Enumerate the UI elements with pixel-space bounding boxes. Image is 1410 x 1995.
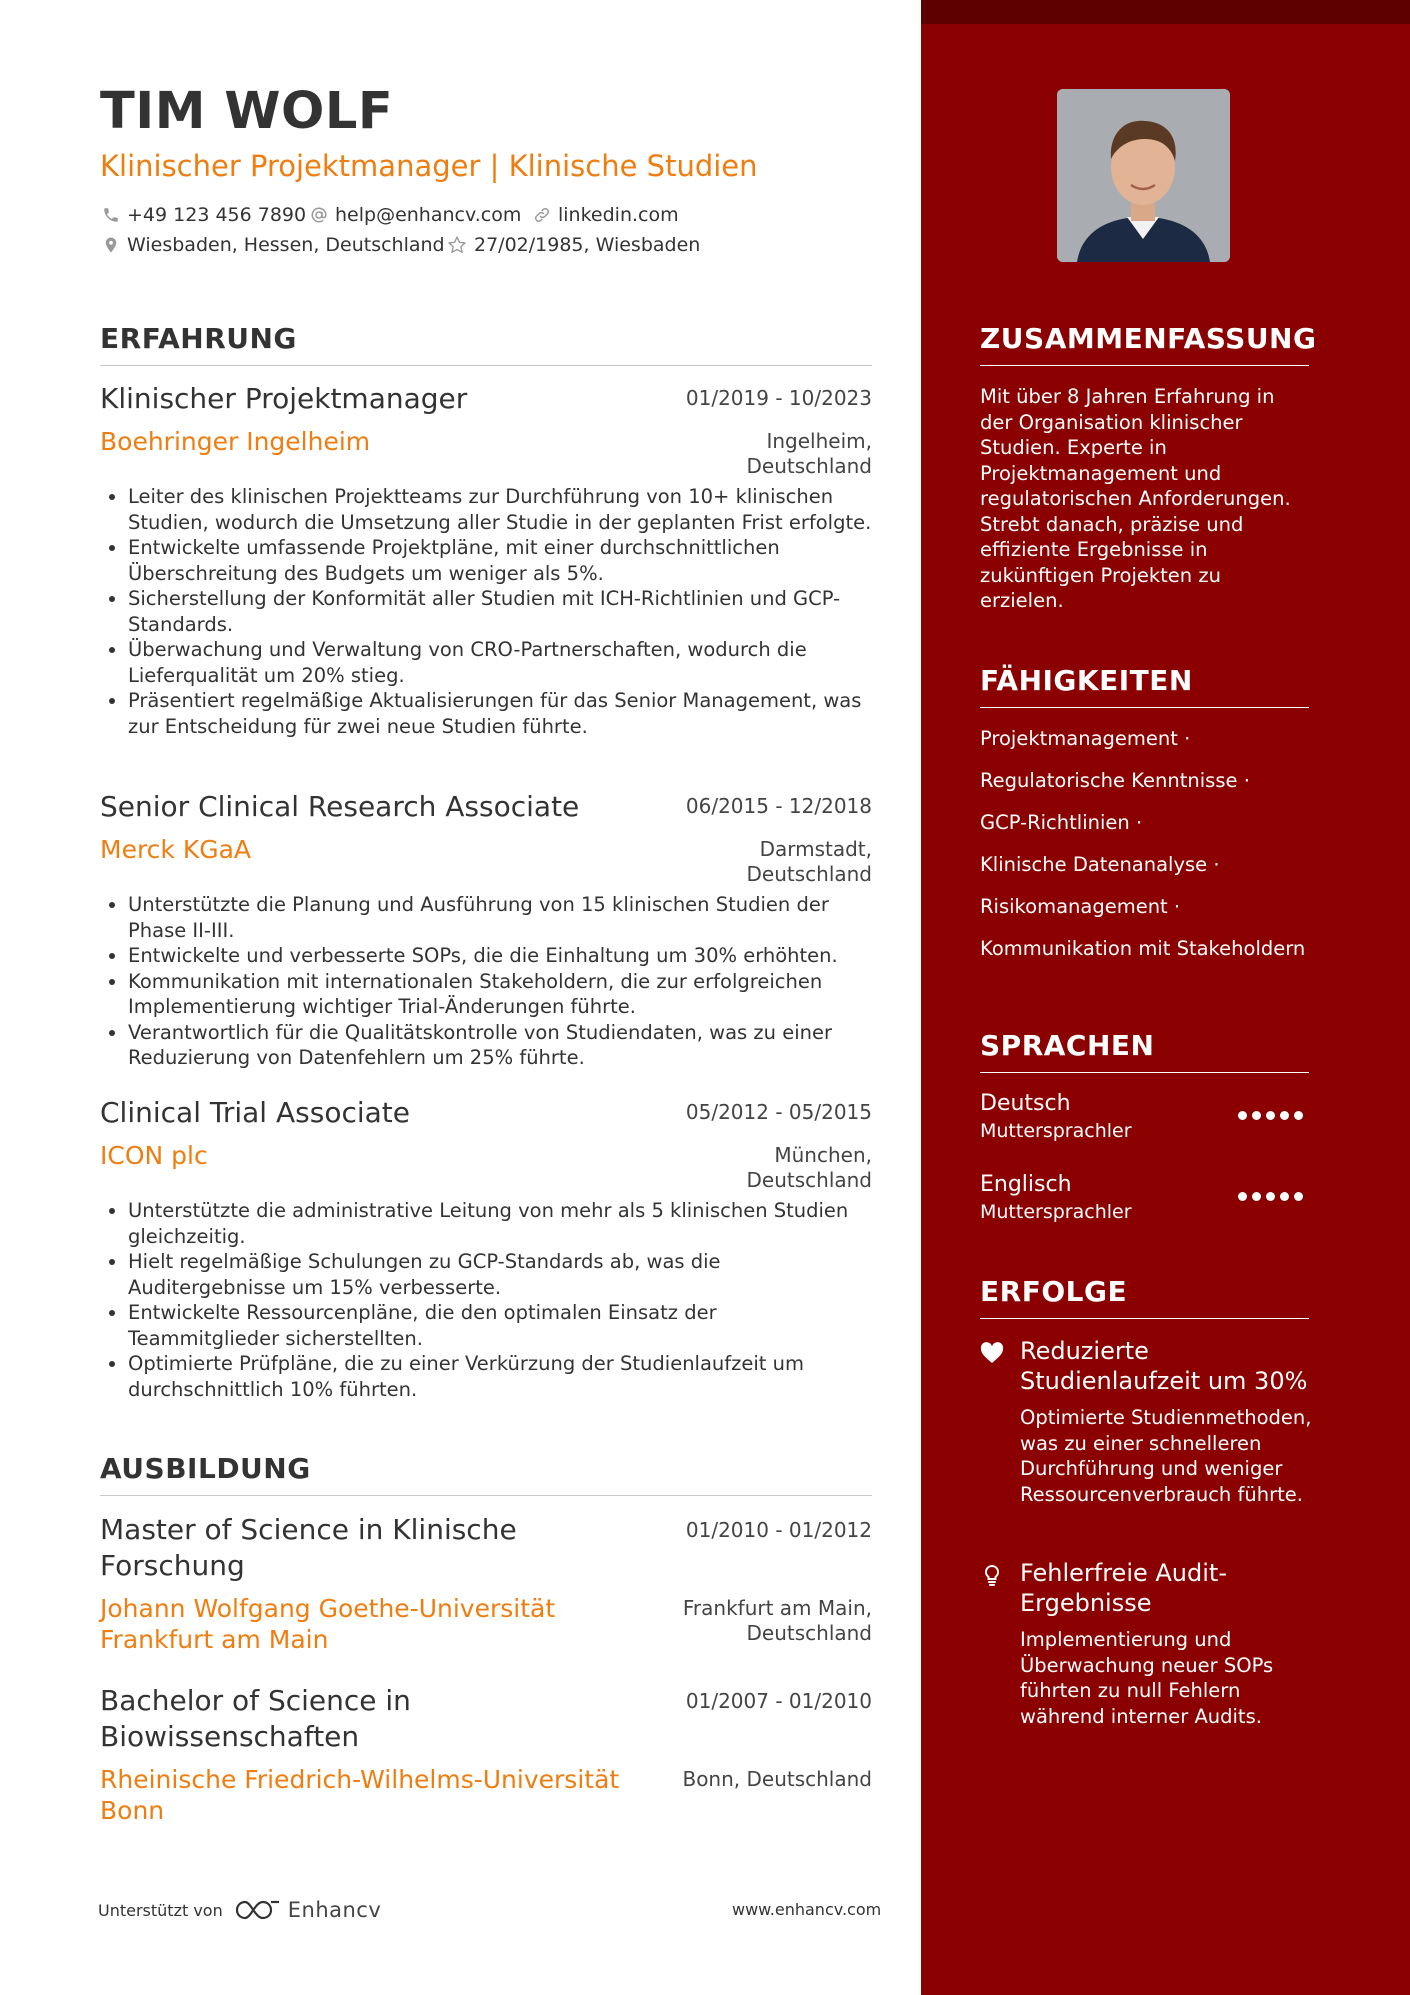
enhancv-logo-icon xyxy=(233,1896,283,1924)
job-bullet: • Präsentiert regelmäßige Aktualisierungen für das Senior Management, was zur Entscheidung für zwei neue Studien führte. xyxy=(128,688,872,739)
job-bullet: • Überwachung und Verwaltung von CRO-Partnerschaften, wodurch die Lieferqualität um 20% stieg. xyxy=(128,637,872,688)
summary-section-title: ZUSAMMENFASSUNG xyxy=(980,322,1309,366)
job-dates: 01/2019 - 10/2023 xyxy=(685,386,872,410)
job-company: ICON plc xyxy=(100,1141,208,1170)
job-bullet: • Unterstützte die administrative Leitung von mehr als 5 klinischen Studien gleichzeitig. xyxy=(128,1198,872,1249)
rating-dot xyxy=(1238,1111,1247,1120)
skill-item: Projektmanagement · xyxy=(980,727,1191,750)
location-text: Wiesbaden, Hessen, Deutschland xyxy=(127,234,445,256)
rating-dot xyxy=(1280,1111,1289,1120)
language-level: Muttersprachler xyxy=(980,1201,1132,1223)
rating-dot xyxy=(1294,1192,1303,1201)
job-role: Clinical Trial Associate xyxy=(100,1096,410,1129)
candidate-name: TIM WOLF xyxy=(100,82,394,141)
star-icon xyxy=(447,235,467,255)
job-bullet: • Kommunikation mit internationalen Stakeholdern, die zur erfolgreichen Implementierung wichtiger Trial-Änderungen führte. xyxy=(128,969,872,1020)
job-bullet: • Sicherstellung der Konformität aller Studien mit ICH-Richtlinien und GCP-Standards. xyxy=(128,586,872,637)
language-rating xyxy=(1238,1111,1303,1120)
job-bullet: • Entwickelte Ressourcenpläne, die den optimalen Einsatz der Teammitglieder sicherstellten. xyxy=(128,1300,872,1351)
rating-dot xyxy=(1266,1111,1275,1120)
edu-location xyxy=(682,1767,872,1792)
footer-url[interactable]: www.enhancv.com xyxy=(732,1900,882,1919)
at-icon xyxy=(310,206,328,224)
job-bullets xyxy=(100,1198,872,1402)
contact-phone xyxy=(102,204,306,226)
education-section-title: AUSBILDUNG xyxy=(100,1452,872,1496)
lightbulb-icon xyxy=(983,1564,1001,1586)
contact-website[interactable] xyxy=(533,204,679,226)
language-level: Muttersprachler xyxy=(980,1120,1132,1142)
skill-item: Kommunikation mit Stakeholdern xyxy=(980,937,1306,960)
achievement-desc: Optimierte Studienmethoden, was zu einer schnelleren Durchführung und weniger Ressourcenverbrauch führte. xyxy=(1020,1406,1312,1506)
education-entry xyxy=(100,1512,872,1662)
experience-section-title: ERFAHRUNG xyxy=(100,322,872,366)
sidebar-top-band xyxy=(921,0,1410,24)
job-company: Merck KGaA xyxy=(100,835,252,864)
skill-item: Risikomanagement · xyxy=(980,895,1181,918)
languages-section-title: SPRACHEN xyxy=(980,1029,1309,1073)
edu-location-line1: Frankfurt am Main, xyxy=(682,1596,872,1620)
job-dates: 06/2015 - 12/2018 xyxy=(685,794,872,818)
job-location-line1: München, xyxy=(774,1143,872,1167)
job-bullet: • Verantwortlich für die Qualitätskontrolle von Studiendaten, was zu einer Reduzierung von Datenfehlern um 25% führte. xyxy=(128,1020,872,1071)
summary-text: Mit über 8 Jahren Erfahrung in der Organisation klinischer Studien. Experte in Projektmanagement und regulatorischen Anforderungen. Strebt danach, präzise und effiziente Ergebnisse in zukünftigen Projekten zu erzielen. xyxy=(980,385,1291,612)
achievement-title: Fehlerfreie Audit-Ergebnisse xyxy=(1020,1559,1227,1617)
job-location-line2: Deutschland xyxy=(746,1168,872,1192)
rating-dot xyxy=(1252,1111,1261,1120)
job-bullet: • Leiter des klinischen Projektteams zur Durchführung von 10+ klinischen Studien, wodurch die Umsetzung aller Studie in der geplanten Frist erfolgte. xyxy=(128,484,872,535)
rating-dot xyxy=(1238,1192,1247,1201)
achievement-desc: Implementierung und Überwachung neuer SOPs führten zu null Fehlern während interner Audits. xyxy=(1020,1628,1274,1728)
edu-degree: Bachelor of Science in Biowissenschaften xyxy=(100,1684,411,1753)
job-bullets xyxy=(100,484,872,739)
edu-school: Johann Wolfgang Goethe-Universität Frankfurt am Main xyxy=(100,1594,556,1654)
rating-dot xyxy=(1294,1111,1303,1120)
heart-icon xyxy=(980,1342,1004,1364)
edu-dates: 01/2010 - 01/2012 xyxy=(685,1518,872,1542)
edu-location xyxy=(683,1596,872,1646)
experience-entry xyxy=(100,382,872,762)
experience-entry xyxy=(100,1096,872,1416)
edu-dates: 01/2007 - 01/2010 xyxy=(685,1689,872,1713)
job-location-line2: Deutschland xyxy=(746,454,872,478)
job-bullet: • Optimierte Prüfpläne, die zu einer Verkürzung der Studienlaufzeit um durchschnittlich 10% führten. xyxy=(128,1351,872,1402)
experience-entry xyxy=(100,790,872,1080)
email-text: help@enhancv.com xyxy=(335,204,522,226)
job-bullets xyxy=(100,892,872,1071)
portrait-image xyxy=(1057,89,1230,262)
rating-dot xyxy=(1252,1192,1261,1201)
powered-by-text: Unterstützt von xyxy=(98,1900,223,1920)
job-bullet: • Unterstützte die Planung und Ausführung von 15 klinischen Studien der Phase II-III. xyxy=(128,892,872,943)
contact-birth xyxy=(447,234,700,256)
phone-text: +49 123 456 7890 xyxy=(127,204,307,226)
job-location xyxy=(747,1143,873,1193)
job-bullet: • Entwickelte und verbesserte SOPs, die die Einhaltung um 30% erhöhten. xyxy=(128,943,872,969)
job-location-line1: Ingelheim, xyxy=(766,429,872,453)
skill-item: Klinische Datenanalyse · xyxy=(980,853,1220,876)
job-location-line2: Deutschland xyxy=(746,862,872,886)
edu-location-line1: Bonn, Deutschland xyxy=(682,1767,872,1791)
profile-photo xyxy=(1057,89,1230,262)
contact-location xyxy=(102,234,445,256)
footer-powered-by xyxy=(98,1896,381,1924)
achievements-section-title: ERFOLGE xyxy=(980,1275,1309,1319)
job-role: Senior Clinical Research Associate xyxy=(100,790,580,823)
edu-location-line2: Deutschland xyxy=(746,1621,872,1645)
link-icon xyxy=(533,206,551,224)
rating-dot xyxy=(1280,1192,1289,1201)
skill-item: GCP-Richtlinien · xyxy=(980,811,1143,834)
birth-text: 27/02/1985, Wiesbaden xyxy=(474,234,701,256)
website-text: linkedin.com xyxy=(558,204,679,226)
language-rating xyxy=(1238,1192,1303,1201)
job-location xyxy=(747,429,873,479)
brand-text: Enhancv xyxy=(287,1898,382,1922)
edu-school: Rheinische Friedrich-Wilhelms-Universität Bonn xyxy=(100,1765,620,1825)
location-pin-icon xyxy=(102,236,120,254)
edu-degree: Master of Science in Klinische Forschung xyxy=(100,1513,517,1582)
job-bullet: • Entwickelte umfassende Projektpläne, mit einer durchschnittlichen Überschreitung des Budgets um weniger als 5%. xyxy=(128,535,872,586)
job-bullet: • Hielt regelmäßige Schulungen zu GCP-Standards ab, was die Auditergebnisse um 15% verbesserte. xyxy=(128,1249,872,1300)
rating-dot xyxy=(1266,1192,1275,1201)
language-name: Deutsch xyxy=(980,1091,1071,1116)
job-role: Klinischer Projektmanager xyxy=(100,382,468,415)
education-entry xyxy=(100,1683,872,1833)
job-location-line1: Darmstadt, xyxy=(759,837,872,861)
skill-item: Regulatorische Kenntnisse · xyxy=(980,769,1250,792)
candidate-subtitle: Klinischer Projektmanager | Klinische Studien xyxy=(100,149,758,183)
job-company: Boehringer Ingelheim xyxy=(100,427,371,456)
job-dates: 05/2012 - 05/2015 xyxy=(685,1100,872,1124)
language-name: Englisch xyxy=(980,1172,1072,1197)
contact-email[interactable] xyxy=(310,204,521,226)
phone-icon xyxy=(102,206,120,224)
skills-section-title: FÄHIGKEITEN xyxy=(980,664,1309,708)
achievement-title: Reduzierte Studienlaufzeit um 30% xyxy=(1020,1337,1308,1395)
job-location xyxy=(747,837,873,887)
